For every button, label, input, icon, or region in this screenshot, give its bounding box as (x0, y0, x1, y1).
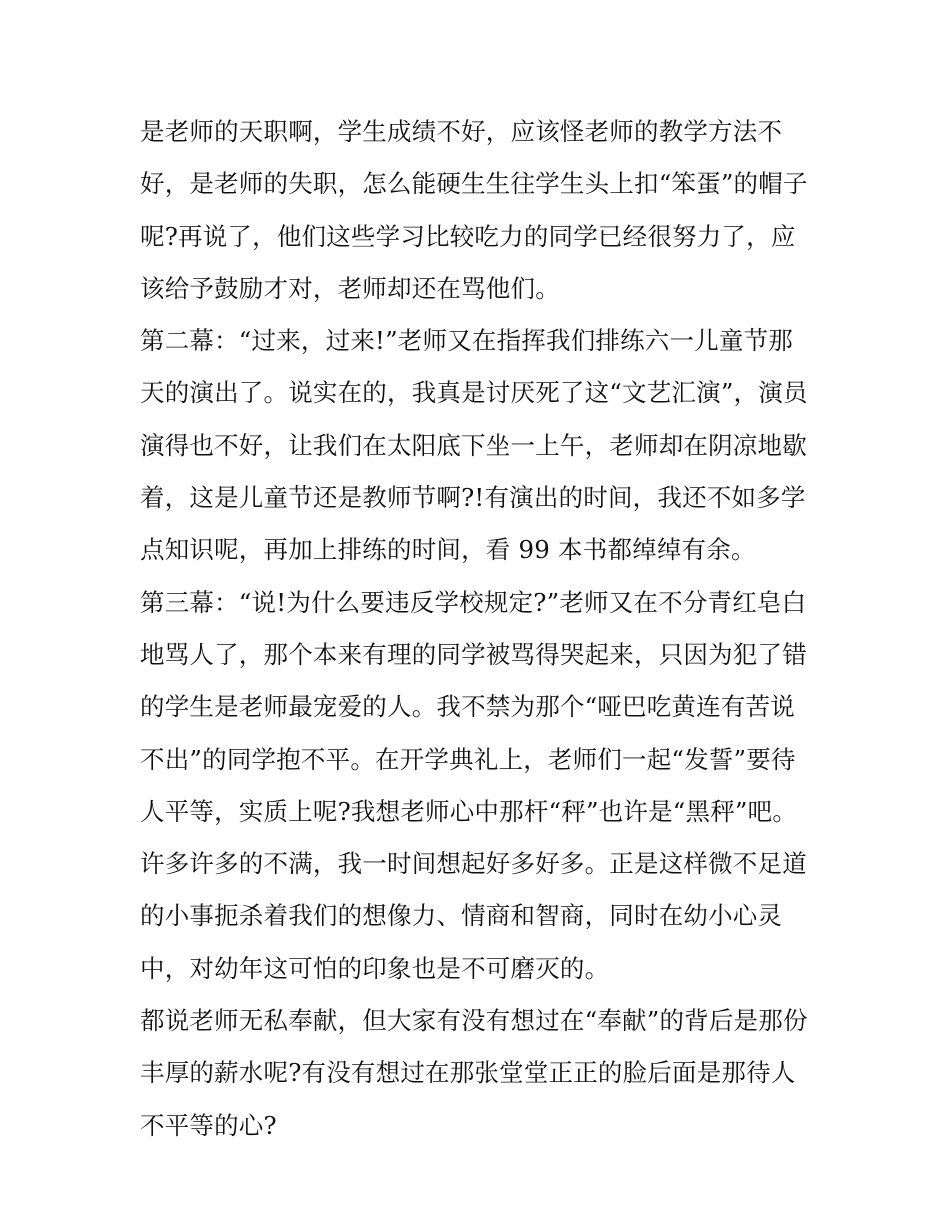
text-line: 许多许多的不满，我一时间想起好多好多。正是这样微不足道 (140, 849, 807, 879)
text-line: 天的演出了。说实在的，我真是讨厌死了这“文艺汇演”，演员 (140, 378, 808, 408)
text-line: 点知识呢，再加上排练的时间，看 99 本书都绰绰有余。 (140, 535, 756, 565)
text-line: 该给予鼓励才对，老师却还在骂他们。 (140, 273, 560, 303)
document-page (140, 106, 820, 1152)
text-line: 着，这是儿童节还是教师节啊?!有演出的时间，我还不如多学 (140, 483, 806, 513)
text-line: 演得也不好，让我们在太阳底下坐一上午，老师却在阴凉地歇 (140, 430, 807, 460)
text-line: 是老师的天职啊，学生成绩不好，应该怪老师的教学方法不 (140, 117, 783, 146)
paragraph-scene-three (140, 577, 820, 838)
text-line: 好，是老师的失职，怎么能硬生生往学生头上扣“笨蛋”的帽子 (140, 169, 808, 199)
text-line: 不出”的同学抱不平。在开学典礼上，老师们一起“发誓”要待 (140, 744, 796, 774)
text-line: 中，对幼年这可怕的印象也是不可磨灭的。 (140, 953, 610, 983)
text-line: 第二幕：“过来，过来!”老师又在指挥我们排练六一儿童节那 (140, 326, 793, 356)
paragraph-first-scene-end (140, 106, 820, 315)
text-line: 都说老师无私奉献，但大家有没有想过在“奉献”的背后是那份 (140, 1006, 808, 1036)
text-line: 地骂人了，那个本来有理的同学被骂得哭起来，只因为犯了错 (140, 639, 807, 669)
text-line: 的小事扼杀着我们的想像力、情商和智商，同时在幼小心灵 (140, 901, 783, 931)
paragraph-complaints (140, 838, 820, 995)
text-line: 丰厚的薪水呢?有没有想过在那张堂堂正正的脸后面是那待人 (140, 1058, 796, 1088)
text-line: 第三幕：“说!为什么要违反学校规定?”老师又在不分青红皂白 (140, 587, 807, 617)
paragraph-scene-two (140, 315, 820, 576)
text-line: 呢?再说了，他们这些学习比较吃力的同学已经很努力了，应 (140, 221, 796, 251)
text-line: 的学生是老师最宠爱的人。我不禁为那个“哑巴吃黄连有苦说 (140, 692, 795, 722)
text-line: 不平等的心? (140, 1110, 277, 1140)
paragraph-conclusion (140, 995, 820, 1152)
text-line: 人平等，实质上呢?我想老师心中那杆“秤”也许是“黑秤”吧。 (140, 796, 798, 826)
